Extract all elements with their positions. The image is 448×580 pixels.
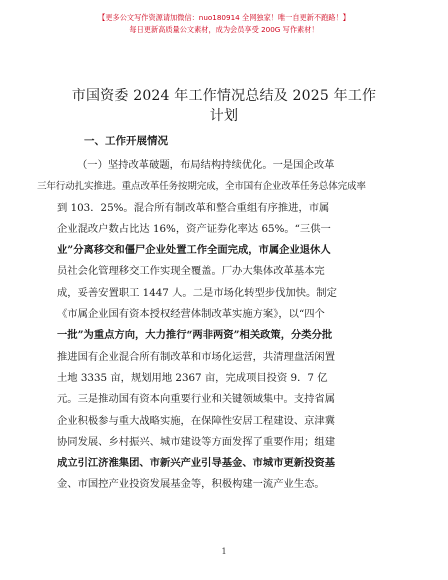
section-heading: 一、工作开展情况 <box>84 135 168 147</box>
text-line: 三年行动扎实推进。重点改革任务按期完成，全市国有企业改革任务总体完成率 <box>37 181 366 193</box>
text-line: 员社会化管理移交工作实现全覆盖。厂办大集体改革基本完 <box>57 265 325 278</box>
text-line: 推进国有企业混合所有制改革和市场化运营，共清理盘活闲置 <box>57 350 336 363</box>
document-title <box>0 86 448 126</box>
text-line: 土地 3335 亩，规划用地 2367 亩，完成项目投资 9．7 亿 <box>57 371 328 384</box>
text-line: 到 103．25%。混合所有制改革和整合重组有序推进，市属 <box>57 201 330 214</box>
page-number: 1 <box>221 547 227 556</box>
text-line: 企业积极参与重大战略实施，在保障性安居工程建设、京津冀 <box>57 414 336 427</box>
text-line: 企业混改户数占比达 16%，资产证券化率达 65%。“三供一 <box>57 222 331 235</box>
title-line-1: 市国资委 2024 年工作情况总结及 2025 年工作 <box>71 88 377 104</box>
text-line: 协同发展、乡村振兴、城市建设等方面发挥了重要作用；组建 <box>57 435 336 448</box>
body-text <box>37 155 391 496</box>
text-line: 业”分离移交和僵尸企业处置工作全面完成，市属企业退休人 <box>57 244 331 257</box>
promo-line-2: 每日更新高质量公文素材，成为会员享受 200G 写作素材！ <box>129 25 319 34</box>
text-line: 元。三是推动国有资本向重要行业和关键领域集中。支持省属 <box>57 393 336 406</box>
promo-line-1: 【更多公文写作资源请加微信：nuo180914 全网独家！唯一自更新不跑路！】 <box>98 13 350 22</box>
text-line: 成，妥善安置职工 1447 人。二是市场化转型步伐加快。制定 <box>57 286 337 299</box>
text-line: （一）坚持改革破题，布局结构持续优化。一是国企改革 <box>77 159 335 171</box>
title-line-2: 计划 <box>209 108 239 124</box>
text-line: 金、市国控产业投资发展基金等，积极构建一流产业生态。 <box>57 478 325 491</box>
promo-banner <box>0 12 448 36</box>
text-line: 一批”为重点方向，大力推行“两非两资”相关政策，分类分批 <box>57 329 333 342</box>
text-line: 成立引江济淮集团、市新兴产业引导基金、市城市更新投资基 <box>57 457 336 470</box>
text-line: 《市属企业国有资本授权经营体制改革实施方案》，以“四个 <box>57 308 325 321</box>
